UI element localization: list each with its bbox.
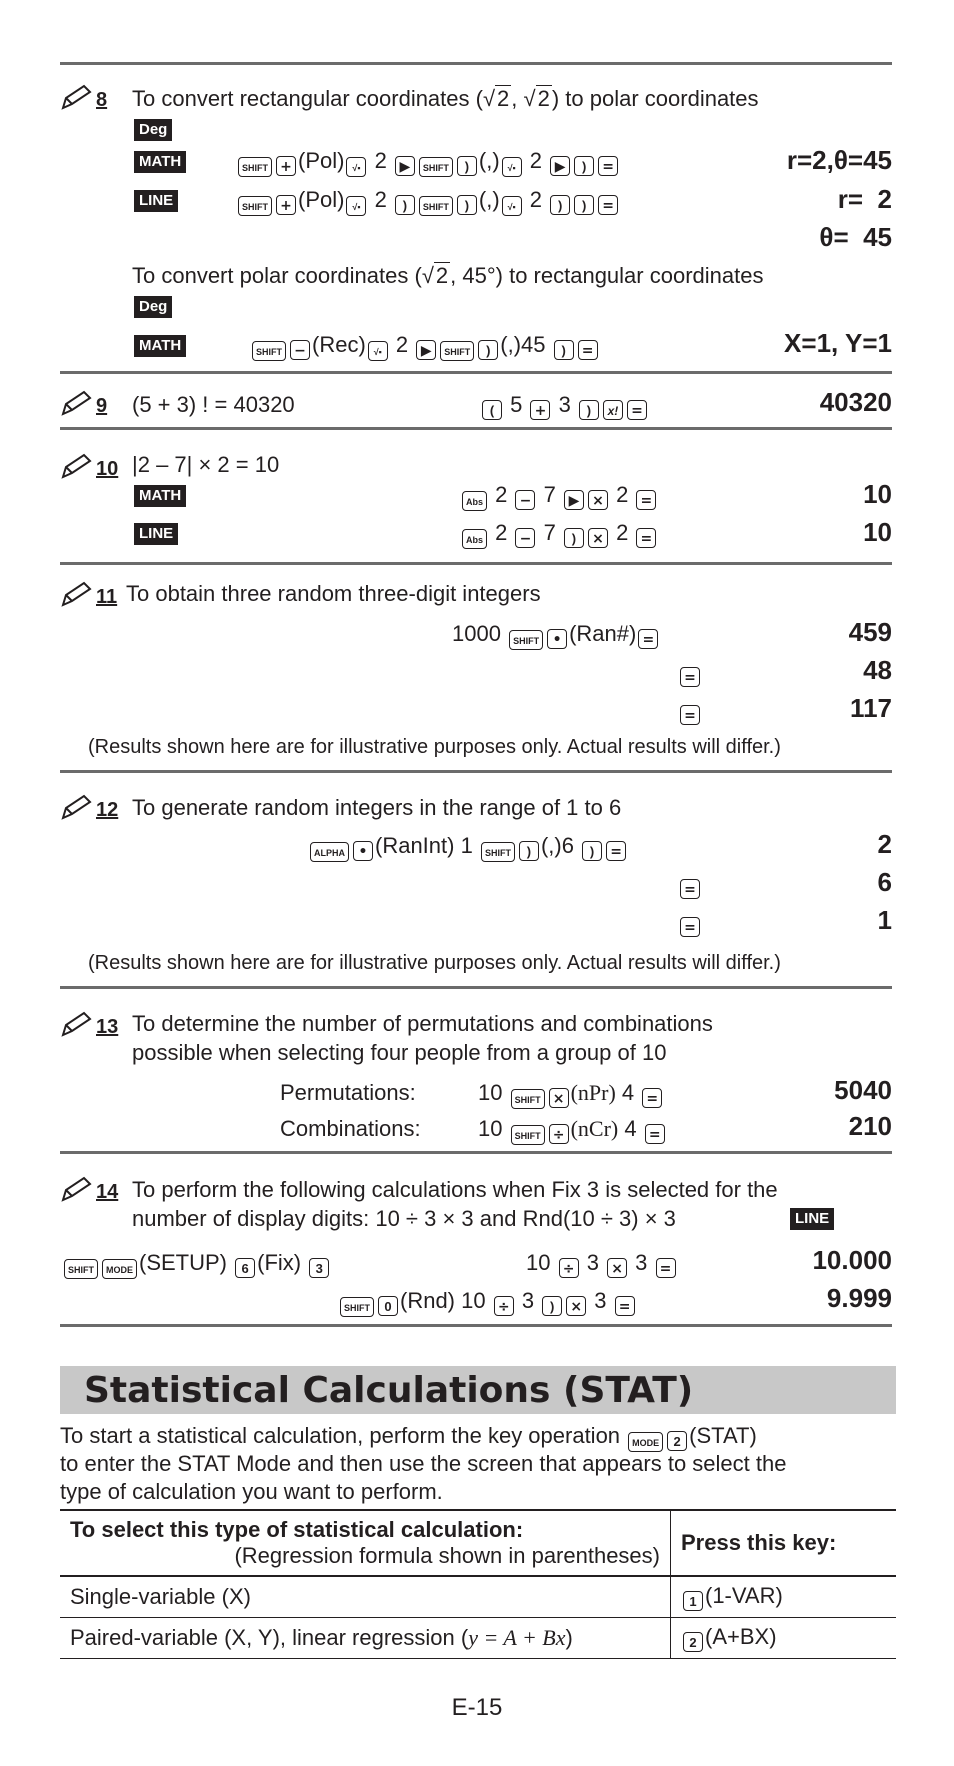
tag-deg-2: Deg (134, 296, 172, 318)
rule (60, 1151, 892, 1154)
pencil-icon (60, 453, 96, 479)
ex13-description-2: possible when selecting four people from a group of 10 (132, 1040, 667, 1065)
ex9-expression: (5 + 3) ! = 40320 (132, 392, 295, 417)
ex8-math-keys: SHIFT + (Pol) √▪ 2 ▶ SHIFT ) (,) √▪ 2 ▶ ) = (236, 148, 620, 177)
table-row (60, 1576, 896, 1618)
rule-top (60, 62, 892, 65)
ex13-comb-label: Combinations: (280, 1116, 421, 1141)
pencil-icon (60, 1011, 96, 1037)
tag-math-2: MATH (134, 335, 186, 357)
ex11-result-1: 459 (848, 617, 892, 647)
ex10-math-result: 10 (863, 479, 892, 509)
stat-type-table (60, 1509, 896, 1659)
rule (60, 770, 892, 773)
pencil-icon (60, 581, 96, 607)
ex12-keys: ALPHA • (RanInt) 1 SHIFT ) (,)6 ) = (308, 833, 628, 862)
ex11-description: To obtain three random three-digit integers (126, 581, 541, 606)
ex12-result-3: 1 (877, 905, 892, 935)
table-cell-type: Paired-variable (X, Y), linear regression (y = A + Bx) (60, 1618, 671, 1659)
ex12-result-2: 6 (877, 867, 892, 897)
ex8-rec-keys: SHIFT − (Rec) √▪ 2 ▶ SHIFT ) (,)45 ) = (250, 332, 600, 361)
example-9-marker: 9 (60, 390, 107, 418)
ex8-intro: To convert rectangular coordinates (√2, √2) to polar coordinates (132, 86, 759, 111)
ex12-description: To generate random integers in the range of 1 to 6 (132, 795, 622, 820)
section-heading: Statistical Calculations (STAT) (84, 1370, 694, 1411)
ex10-expression: |2 – 7| × 2 = 10 (132, 452, 280, 477)
tag-math: MATH (134, 485, 186, 507)
rule (60, 986, 892, 989)
rule (60, 371, 892, 374)
ex8-line-result-r: r= 2 (837, 184, 892, 214)
ex14-calc1-keys: 10 ÷ 3 × 3 = (526, 1250, 678, 1278)
ex12-equals-key: = (678, 871, 702, 899)
ex13-comb-keys: 10 SHIFT ÷ (nCr) 4 = (478, 1116, 667, 1145)
ex8-line-result-theta: θ= 45 (819, 222, 892, 252)
example-13-marker: 13 (60, 1011, 118, 1039)
ex14-description-2: number of display digits: 10 ÷ 3 × 3 and Rnd(10 ÷ 3) × 3 (132, 1206, 676, 1231)
ex11-result-2: 48 (863, 655, 892, 685)
tag-line: LINE (134, 190, 178, 212)
stat-paragraph-1: To start a statistical calculation, perform the key operation MODE 2 (STAT) (60, 1423, 757, 1452)
example-8-marker (60, 84, 107, 112)
stat-paragraph-3: type of calculation you want to perform. (60, 1479, 443, 1504)
ex12-result-1: 2 (877, 829, 892, 859)
ex13-perm-label: Permutations: (280, 1080, 416, 1105)
ex9-keys: ( 5 + 3 ) x! = (480, 392, 649, 420)
table-header-key: Press this key: (671, 1510, 897, 1576)
ex10-math-keys: Abs 2 − 7 ▶ × 2 = (460, 482, 658, 511)
page-number: E-15 (451, 1694, 503, 1721)
ex12-note: (Results shown here are for illustrative purposes only. Actual results will differ.) (88, 952, 781, 974)
rule (60, 427, 892, 430)
ex14-result-1: 10.000 (812, 1245, 892, 1275)
example-14-marker: 14 (60, 1176, 118, 1204)
ex9-result: 40320 (819, 387, 892, 417)
ex10-line-result: 10 (863, 517, 892, 547)
ex14-setup-keys: SHIFT MODE (SETUP) 6 (Fix) 3 (62, 1250, 331, 1279)
tag-line: LINE (134, 523, 178, 545)
example-11-marker: 11 (60, 581, 117, 609)
example-12-marker: 12 (60, 794, 118, 822)
example-10-marker: 10 (60, 453, 118, 481)
pencil-icon (60, 84, 96, 110)
stat-paragraph-2: to enter the STAT Mode and then use the screen that appears to select the (60, 1451, 787, 1476)
ex14-calc2-keys: SHIFT 0 (Rnd) 10 ÷ 3 ) × 3 = (338, 1288, 637, 1317)
ex13-description-1: To determine the number of permutations and combinations (132, 1011, 713, 1036)
pencil-icon (60, 1176, 96, 1202)
ex10-line-keys: Abs 2 − 7 ) × 2 = (460, 520, 658, 549)
pencil-icon (60, 794, 96, 820)
ex14-result-2: 9.999 (826, 1283, 892, 1313)
table-header-type: To select this type of statistical calculation: (Regression formula shown in parentheses) (60, 1510, 671, 1576)
tag-math: MATH (134, 151, 186, 173)
ex11-result-3: 117 (850, 693, 892, 723)
ex8-rec-result: X=1, Y=1 (784, 328, 892, 358)
ex13-perm-result: 5040 (834, 1075, 892, 1105)
table-cell-key: 2 (A+BX) (671, 1618, 897, 1659)
ex11-note: (Results shown here are for illustrative purposes only. Actual results will differ.) (88, 736, 781, 758)
ex11-keys: 1000 SHIFT • (Ran#) = (452, 621, 660, 650)
table-row (60, 1618, 896, 1659)
section-heading-bar (60, 1366, 896, 1414)
ex12-equals-key: = (678, 909, 702, 937)
tag-line: LINE (790, 1208, 834, 1230)
ex13-perm-keys: 10 SHIFT × (nPr) 4 = (478, 1080, 664, 1109)
ex14-description-1: To perform the following calculations when Fix 3 is selected for the (132, 1177, 778, 1202)
rule (60, 562, 892, 565)
ex8-intro2: To convert polar coordinates (√2, 45°) to rectangular coordinates (132, 263, 764, 288)
table-cell-key: 1 (1-VAR) (671, 1576, 897, 1618)
ex8-line-keys: SHIFT + (Pol) √▪ 2 ) SHIFT ) (,) √▪ 2 ) ) = (236, 187, 620, 216)
rule (60, 1324, 892, 1327)
table-header-row (60, 1510, 896, 1576)
table-cell-type: Single-variable (X) (60, 1576, 671, 1618)
ex13-comb-result: 210 (848, 1111, 892, 1141)
ex8-math-result: r=2,θ=45 (786, 145, 892, 175)
ex11-equals-key: = (678, 659, 702, 687)
example-number: 8 (96, 89, 108, 111)
ex11-equals-key: = (678, 697, 702, 725)
pencil-icon (60, 390, 96, 416)
tag-deg: Deg (134, 119, 172, 141)
